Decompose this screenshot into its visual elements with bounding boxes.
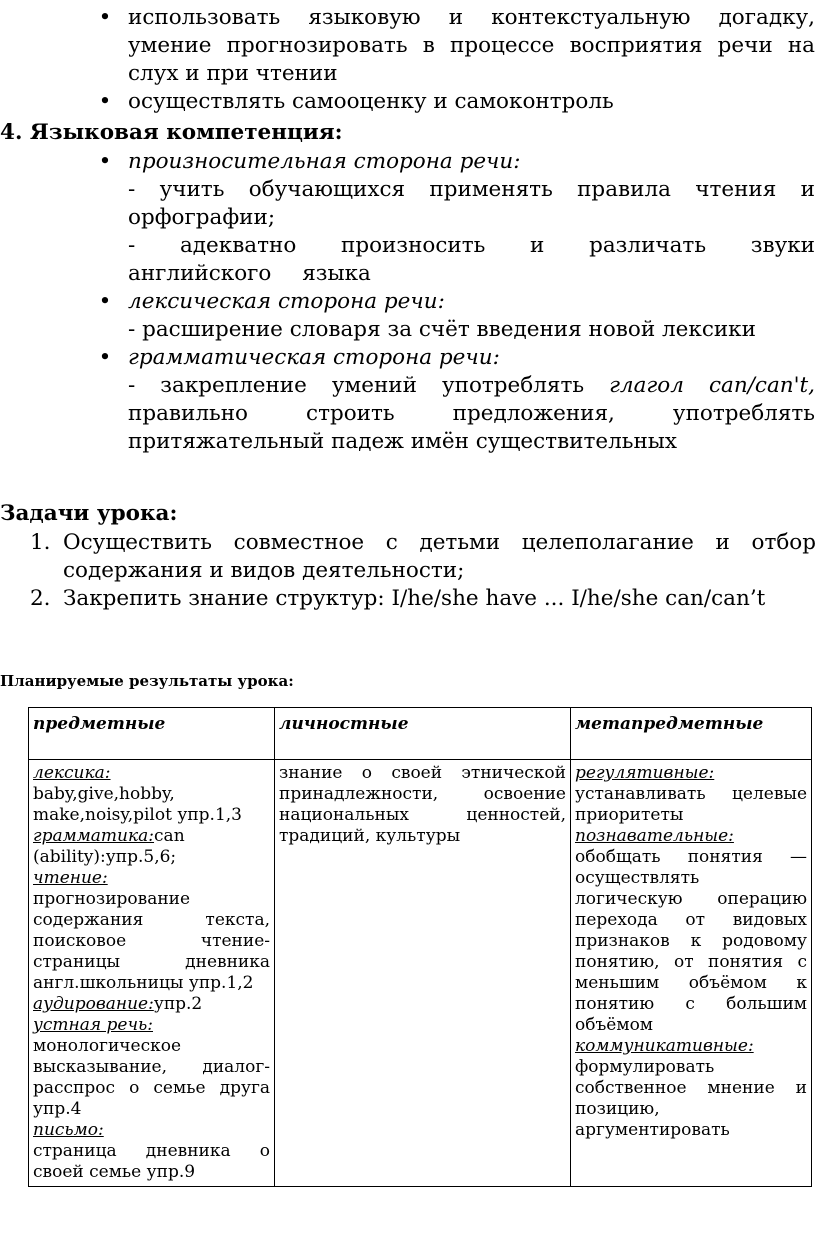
bullet-icon: • <box>98 149 112 174</box>
item-number: 2. <box>30 586 51 611</box>
list-item <box>30 529 816 585</box>
table-row <box>29 760 812 1187</box>
cognitive-label: познавательные: <box>575 826 734 846</box>
item-line: - расширение словаря за счёт введения новой лексики <box>128 317 756 342</box>
bullet-icon: • <box>98 345 112 370</box>
list-item <box>95 288 815 344</box>
communicative-label: коммуникативные: <box>575 1036 754 1056</box>
line-italic: глагол can/can't, <box>609 373 815 398</box>
item-line: - учить обучающихся применять правила чтения и орфографии; <box>128 177 815 230</box>
bullet-text: использовать языковую и контекстуальную догадку, умение прогнозировать в процессе восприятия речи на слух и при чтении <box>128 5 815 86</box>
results-table <box>28 707 812 1187</box>
bullet-icon: • <box>98 5 112 30</box>
item-title: грамматическая сторона речи: <box>128 345 500 370</box>
list-item <box>95 148 815 288</box>
item-line <box>128 372 815 456</box>
reading-label: чтение: <box>33 868 108 888</box>
tasks-list <box>30 529 816 613</box>
top-bullet-list <box>95 4 815 116</box>
listening-text: упр.2 <box>153 994 203 1014</box>
item-text: Закрепить знание структур: I/he/she have ... I/he/she can/can’t <box>63 586 766 611</box>
meta-cell <box>571 760 812 1187</box>
item-text: Осуществить совместное с детьми целеполагание и отбор содержания и видов деятельности; <box>63 530 816 583</box>
list-item <box>95 4 815 88</box>
writing-text: страница дневника о своей семье упр.9 <box>33 1141 270 1182</box>
grammar-line <box>33 826 270 868</box>
regulative-text: устанавливать целевые приоритеты <box>575 784 807 825</box>
subject-cell <box>29 760 275 1187</box>
planned-results-heading: Планируемые результаты урока: <box>0 672 294 690</box>
personal-cell <box>275 760 571 1187</box>
competence-list <box>95 148 815 456</box>
grammar-text: can (ability):упр.5,6; <box>33 826 185 867</box>
header-subject: предметные <box>29 708 275 760</box>
speech-label: устная речь: <box>33 1015 153 1035</box>
grammar-label: грамматика: <box>33 826 155 846</box>
bullet-icon: • <box>98 89 112 114</box>
item-title: произносительная сторона речи: <box>128 149 521 174</box>
table-header-row <box>29 708 812 760</box>
regulative-label: регулятивные: <box>575 763 715 783</box>
header-personal: личностные <box>275 708 571 760</box>
speech-text: монологическое высказывание, диалог-расспрос о семье друга упр.4 <box>33 1036 270 1119</box>
list-item <box>95 344 815 456</box>
reading-text: прогнозирование содержания текста, поисковое чтение-страницы дневника англ.школьницы упр.1,2 <box>33 889 270 993</box>
item-number: 1. <box>30 530 51 555</box>
item-line: - адекватно произносить и различать звуки английского языка <box>128 233 815 286</box>
personal-text: знание о своей этнической принадлежности, освоение национальных ценностей, традиций, культуры <box>279 763 566 846</box>
listening-line <box>33 994 270 1015</box>
bullet-text: осуществлять самооценку и самоконтроль <box>128 89 614 114</box>
communicative-text: формулировать собственное мнение и позицию, аргументировать <box>575 1057 807 1140</box>
bullet-icon: • <box>98 289 112 314</box>
writing-label: письмо: <box>33 1120 104 1140</box>
list-item <box>95 88 815 116</box>
list-item <box>30 585 816 613</box>
section-heading: 4. Языковая компетенция: <box>0 120 343 145</box>
lexis-text: baby,give,hobby, make,noisy,pilot упр.1,3 <box>33 784 242 825</box>
lexis-label: лексика: <box>33 763 111 783</box>
item-title: лексическая сторона речи: <box>128 289 445 314</box>
tasks-heading: Задачи урока: <box>0 501 178 526</box>
header-meta: метапредметные <box>571 708 812 760</box>
line-text: - закрепление умений употреблять <box>128 373 610 398</box>
listening-label: аудирование: <box>33 994 154 1014</box>
line-text: правильно строить предложения, употреблять притяжательный падеж имён существительных <box>128 401 815 454</box>
cognitive-text: обобщать понятия — осуществлять логическую операцию перехода от видовых признаков к родовому понятию, от понятия с меньшим объёмом к понятию с большим объёмом <box>575 847 807 1035</box>
